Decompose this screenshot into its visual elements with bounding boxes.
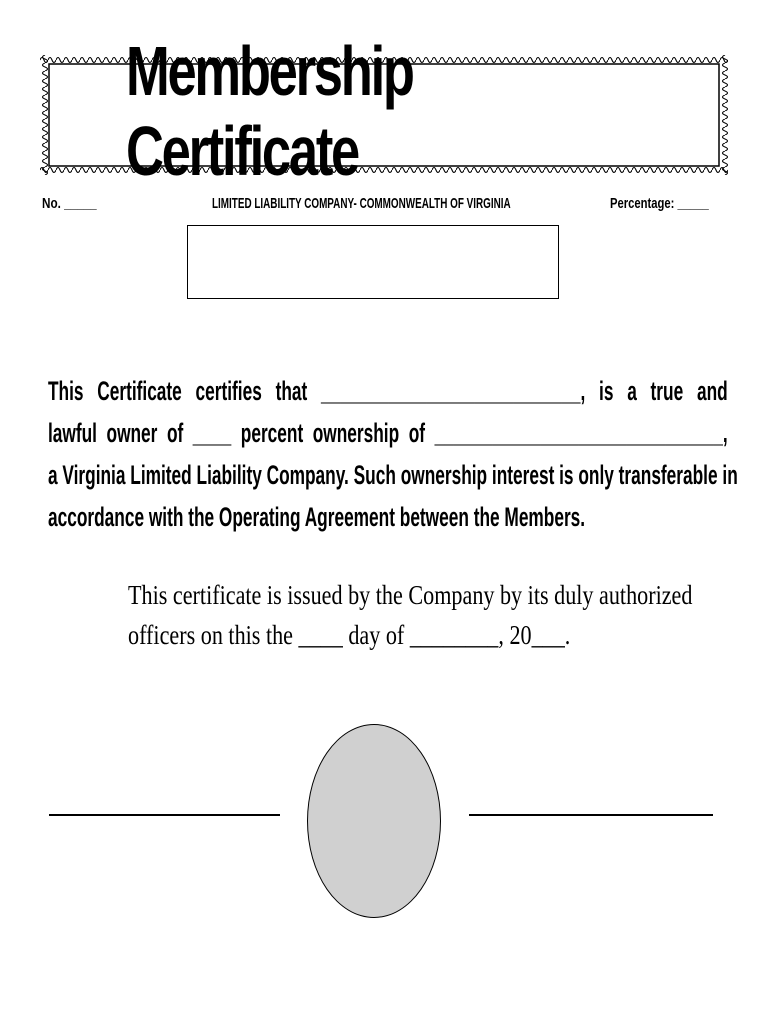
signature-line-left (49, 814, 280, 816)
issuance-statement (128, 575, 693, 655)
certificate-number: No. _____ (42, 195, 97, 212)
statement-line: accordance with the Operating Agreement between the Members. (48, 502, 586, 532)
certification-statement (48, 370, 738, 538)
issuance-line: officers on this the ____ day of ________, 20___. (128, 620, 571, 650)
statement-line: lawful owner of ____ percent ownership of ______________________________, (48, 418, 728, 448)
company-type-label: LIMITED LIABILITY COMPANY- COMMONWEALTH OF VIRGINIA (212, 195, 511, 212)
signature-line-right (469, 814, 713, 816)
company-name-box (187, 225, 559, 299)
statement-line: This Certificate certifies that ___________________________, is a true and (48, 376, 728, 406)
title-banner (40, 32, 728, 190)
certificate-title: Membership Certificate (126, 32, 413, 190)
percentage-label: Percentage: _____ (610, 195, 709, 212)
statement-line: a Virginia Limited Liability Company. Such ownership interest is only transferable in (48, 460, 738, 490)
issuance-line: This certificate is issued by the Company by its duly authorized (128, 580, 693, 610)
meta-row (0, 195, 770, 217)
seal-placeholder (307, 724, 441, 918)
